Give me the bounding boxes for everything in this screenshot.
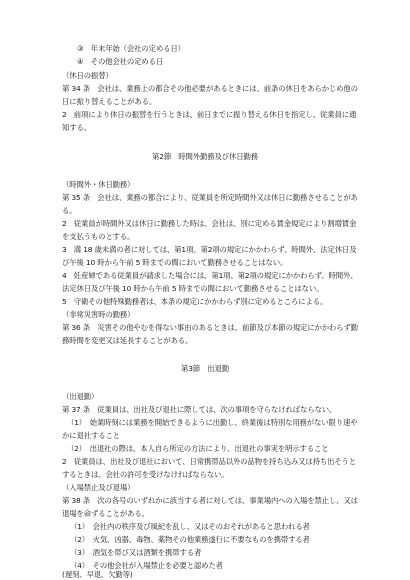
article-36-line-1: 第 36 条 災害その他やむを得ない事由のあるときは、前節及び本節の規定にかかわらず勤 xyxy=(62,323,358,332)
article-35-para-4-line-2: 法定休日及び午後 10 時から午前 5 時までの間において勤務させることはない。 xyxy=(62,284,324,293)
section-heading-overtime: （時間外・休日勤務） xyxy=(62,180,135,189)
chapter-heading-section-3: 第3節 出退勤 xyxy=(181,364,229,373)
article-38-line-2: 退場を命ずることがある。 xyxy=(62,509,149,518)
article-37-item-1-line-2: かに退社すること xyxy=(62,431,120,440)
article-36-line-2: 務時間を変更又は延長することがある。 xyxy=(62,336,193,345)
list-item-year-end-holidays: ③ 年末年始（会社の定める日） xyxy=(77,44,185,53)
article-37-line-1: 第 37 条 従業員は、出社及び退社に際しては、次の事項を守らなければならない。 xyxy=(62,405,337,414)
article-35-para-3-line-2: び午後 10 時から午前 5 時までの間において勤務させることはない。 xyxy=(62,258,288,267)
article-34-line-2: 日に振り替えることがある。 xyxy=(62,97,157,106)
section-heading-holiday-swap: （休日の振替） xyxy=(62,71,113,80)
article-35-line-1: 第 35 条 会社は、業務の都合により、従業員を所定時間外又は休日に勤務させることがあ xyxy=(62,193,358,202)
article-35-para-3-line-1: 3 満 18 歳未満の者に対しては、第1項、第2項の規定にかかわらず、時間外、法定休日及 xyxy=(62,245,357,254)
article-37-para-2-line-1: 2 従業員は、出社及び退社において、日常携帯品以外の品物を持ち込み又は持ち出そうと xyxy=(62,457,357,466)
article-35-para-5: 5 守衛その他特殊勤務者は、本条の規定にかかわらず別に定めるところによる。 xyxy=(62,297,328,306)
list-item-other-holidays: ④ その他会社の定める日 xyxy=(77,57,164,66)
article-34-para-2-line-2: 知する。 xyxy=(62,123,91,132)
article-38-item-4: （4） その他会社が入場禁止を必要と認めた者 xyxy=(70,561,223,570)
article-34-para-2-line-1: 2 前項により休日の振替を行うときは、前日までに振り替える休日を指定し、従業員に通 xyxy=(62,110,357,119)
article-35-para-2-line-1: 2 従業員が時間外又は休日に勤務した時は、会社は、別に定める賃金規定により割増賃金 xyxy=(62,219,357,228)
article-34-line-1: 第 34 条 会社は、業務上の都合その他必要があるときには、前条の休日をあらかじめ他の xyxy=(62,84,358,93)
section-heading-entry-ban: （入場禁止及び退場） xyxy=(62,483,135,492)
chapter-heading-section-2: 第2節 時間外勤務及び休日勤務 xyxy=(152,152,258,161)
section-heading-lateness: (遅刻、早退、欠勤等) xyxy=(62,570,133,579)
article-35-para-4-line-1: 4 妊産婦である従業員が請求した場合には、第1項、第2項の規定にかかわらず、時間外、 xyxy=(62,271,358,280)
section-heading-emergency: （非常災害時の勤務） xyxy=(62,310,135,319)
article-38-item-3: （3） 酒気を帯び又は酒類を携帯する者 xyxy=(70,548,202,557)
article-35-line-2: る。 xyxy=(62,206,77,215)
article-38-item-1: （1） 会社内の秩序及び風紀を乱し、又はそのおそれがあると思われる者 xyxy=(70,522,310,531)
article-38-line-1: 第 38 条 次の各号のいずれかに該当する者に対しては、事業場内への入場を禁止し、又は xyxy=(62,496,358,505)
article-37-item-1-line-1: （1） 始業時刻には業務を開始できるように出勤し、終業後は特別な用務がない限り速や xyxy=(67,418,358,427)
article-37-item-2: （2） 出退社の際は、本人自ら所定の方法により、出退社の事実を明示すること xyxy=(67,444,329,453)
article-38-item-2: （2） 火気、凶器、毒物、薬物その他業務遂行に不要なものを携帯する者 xyxy=(70,535,310,544)
article-37-para-2-line-2: するときは、会社の許可を受けなければならない。 xyxy=(62,470,229,479)
article-35-para-2-line-2: を支払うものとする。 xyxy=(62,232,135,241)
section-heading-attendance: （出退勤） xyxy=(62,392,99,401)
